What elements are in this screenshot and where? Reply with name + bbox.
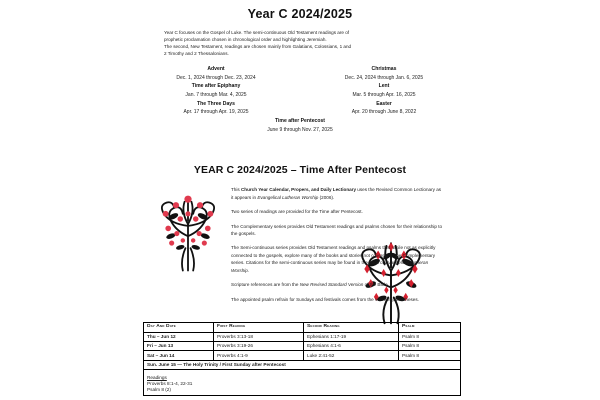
cell-first-reading: Proverbs 4:1-9 (214, 351, 304, 360)
column-header-psalm: Psalm (399, 323, 461, 333)
cell-second-reading: Ephesians 1:17-19 (304, 332, 399, 341)
para5-text-b: of the Bible. (363, 282, 389, 288)
season-column-left (140, 65, 292, 117)
para4-italic: Evangelical Lutheran Worship (231, 260, 429, 273)
season-name-three-days: The Three Days (197, 100, 235, 107)
intro-line-4: 2 Timothy and 2 Thessalonians. (164, 50, 229, 56)
season-range-advent: Dec. 1, 2024 through Dec. 23, 2024 (176, 74, 256, 81)
season-name-lent: Lent (378, 83, 390, 90)
season-name-epiphany: Time after Epiphany (191, 83, 241, 90)
time-after-pentecost-section (0, 164, 600, 326)
paragraph-lectionary-source (231, 186, 443, 201)
para1-bold: Church Year Calendar, Propers, and Daily Lectionary (240, 187, 357, 193)
cell-day: Sat – Jun 14 (144, 351, 214, 360)
cell-psalm: Psalm 8 (399, 342, 461, 351)
table-row (144, 332, 461, 341)
para4-text-a: The Semi-continuous series provides Old Testament readings and psalms that, while not as explicitly connected to the gospels, explore many of the books and stories not covered by the Complementary series. Citations for the semi-continuous series may be found in the back of (231, 245, 436, 266)
para1-lead: This (231, 187, 241, 193)
season-range-three-days: Apr. 17 through Apr. 19, 2025 (183, 109, 249, 116)
intro-line-3: The second, New Testament, readings are chosen mainly from Galatians, Colossians, 1 and (164, 43, 352, 49)
section-body (135, 186, 465, 326)
season-name-pentecost: Time after Pentecost (274, 117, 325, 124)
paragraph-complementary-series: The Complementary series provides Old Testament readings and psalms chosen for their relationship to the gospels. (231, 223, 443, 236)
festival-readings-row (144, 370, 461, 395)
cell-second-reading: Ephesians 4:1-6 (304, 342, 399, 351)
season-column-right (308, 65, 460, 117)
column-header-second: Second Reading (304, 323, 399, 333)
season-full-width-pentecost (140, 117, 460, 134)
paragraph-scripture-version (231, 281, 443, 288)
season-range-christmas: Dec. 24, 2024 through Jan. 6, 2025 (344, 74, 424, 81)
para5-italic: New Revised Standard Version (299, 282, 364, 288)
daily-lectionary-table (143, 322, 461, 396)
season-columns (140, 65, 460, 117)
intro-line-2: prophetic proclamation chosen in chronological order and highlighting Jeremiah. (164, 36, 327, 42)
season-name-christmas: Christmas (371, 65, 397, 72)
paragraph-two-series: Two series of readings are provided for the Time after Pentecost. (231, 209, 363, 215)
tree-icon (145, 188, 231, 274)
para1-italic: Evangelical Lutheran Worship (257, 194, 319, 200)
paragraph-psalm-refrain: The appointed psalm refrain for Sundays and festivals comes from the verse in parentheses. (231, 296, 419, 302)
season-dates-block (140, 65, 460, 134)
cell-first-reading: Proverbs 3:13-18 (214, 332, 304, 341)
page-title: Year C 2024/2025 (247, 7, 353, 21)
festival-reading-2: Psalm 8 (2) (147, 387, 171, 393)
para1-mid: uses the Revised Common Lectionary as it appears in (231, 187, 442, 200)
body-copy (231, 186, 443, 310)
season-range-epiphany: Jan. 7 through Mar. 4, 2025 (185, 91, 247, 98)
cell-psalm: Psalm 8 (399, 332, 461, 341)
intro-paragraph (164, 30, 436, 58)
cell-first-reading: Proverbs 3:19-26 (214, 342, 304, 351)
season-range-lent: Mar. 5 through Apr. 16, 2025 (352, 91, 416, 98)
season-range-pentecost: June 9 through Nov. 27, 2025 (267, 126, 333, 133)
table-row (144, 342, 461, 351)
paragraph-semicontinuous-series (231, 244, 443, 274)
column-header-first: First Reading (214, 323, 304, 333)
table-row (144, 351, 461, 360)
section-heading: YEAR C 2024/2025 – Time After Pentecost (193, 164, 407, 177)
season-name-advent: Advent (207, 65, 225, 72)
season-range-easter: Apr. 20 through June 8, 2022 (351, 109, 417, 116)
season-name-easter: Easter (376, 100, 392, 107)
cell-second-reading: Luke 2:41-52 (304, 351, 399, 360)
para1-tail: (2006). (318, 194, 335, 200)
para4-text-b: . (247, 267, 250, 273)
column-header-day: Day And Date (144, 323, 214, 333)
festival-readings-cell (144, 370, 461, 395)
cell-psalm: Psalm 8 (399, 351, 461, 360)
festival-row (144, 360, 461, 369)
festival-heading: Sun. June 15 — The Holy Trinity / First Sunday after Pentecost (144, 360, 461, 369)
festival-reading-1: Proverbs 8:1-4, 22-31 (147, 381, 193, 387)
intro-line-1: Year C focuses on the Gospel of Luke. The semi-continuous Old Testament readings are of (164, 30, 350, 35)
year-overview-section (0, 0, 600, 134)
daily-lectionary-table-wrapper (143, 322, 460, 396)
cell-day: Thu – Jun 12 (144, 332, 214, 341)
readings-label: Readings (147, 375, 167, 381)
table-header-row (144, 323, 461, 333)
para5-text-a: Scripture references are from the (231, 282, 300, 288)
cell-day: Fri – Jun 13 (144, 342, 214, 351)
